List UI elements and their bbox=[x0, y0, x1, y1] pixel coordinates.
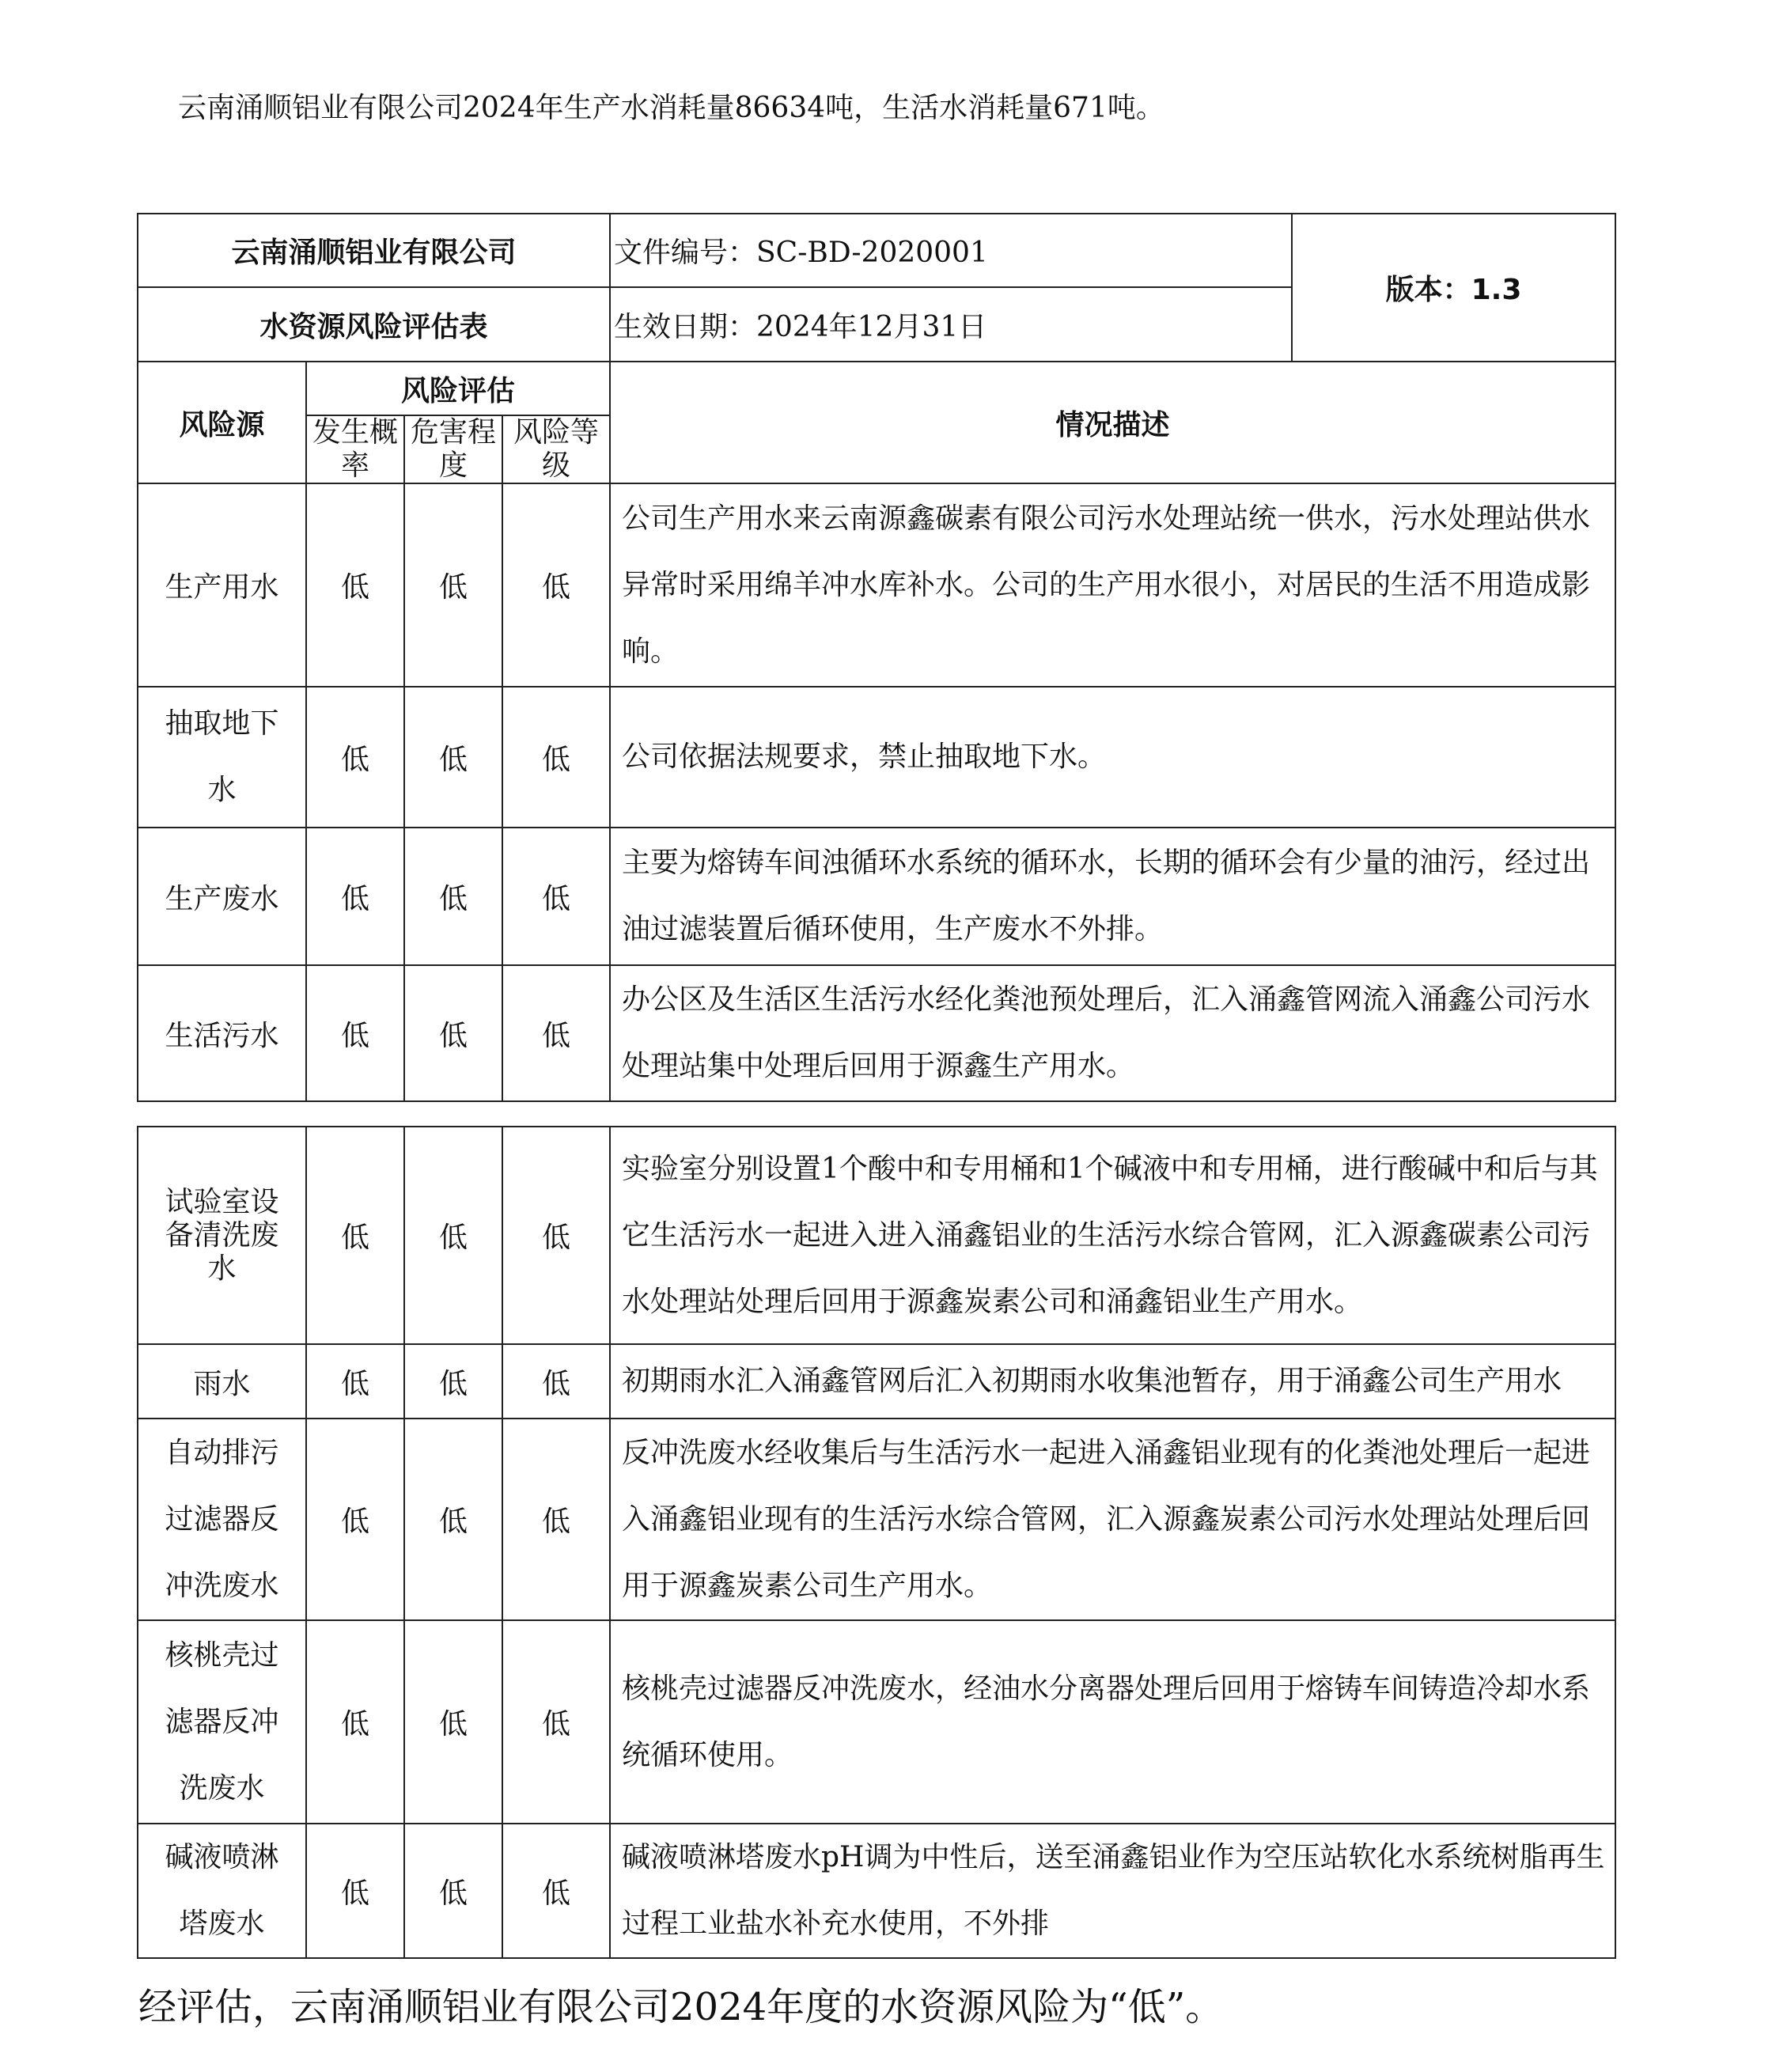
description: 主要为熔铸车间浊循环水系统的循环水，长期的循环会有少量的油污，经过出油过滤装置后循环使用，生产废水不外排。 bbox=[610, 828, 1615, 965]
description: 公司生产用水来云南源鑫碳素有限公司污水处理站统一供水，污水处理站供水异常时采用绵羊冲水库补水。公司的生产用水很小，对居民的生活不用造成影响。 bbox=[610, 483, 1615, 687]
risk-level: 低 bbox=[502, 687, 610, 828]
table-row bbox=[138, 1127, 1615, 1344]
probability: 低 bbox=[306, 1127, 404, 1344]
severity: 低 bbox=[404, 965, 502, 1101]
severity: 低 bbox=[404, 1419, 502, 1620]
risk-level: 低 bbox=[502, 965, 610, 1101]
risk-level: 低 bbox=[502, 1344, 610, 1419]
form-title: 水资源风险评估表 bbox=[138, 287, 610, 362]
col-level: 风险等级 bbox=[502, 415, 610, 483]
risk-table-part-1 bbox=[137, 213, 1616, 1102]
description: 反冲洗废水经收集后与生活污水一起进入涌鑫铝业现有的化粪池处理后一起进入涌鑫铝业现有的生活污水综合管网，汇入源鑫炭素公司污水处理站处理后回用于源鑫炭素公司生产用水。 bbox=[610, 1419, 1615, 1620]
risk-table-part-2 bbox=[137, 1126, 1616, 1959]
risk-source: 雨水 bbox=[138, 1344, 306, 1419]
intro-text: 云南涌顺铝业有限公司2024年生产水消耗量86634吨，生活水消耗量671吨。 bbox=[178, 92, 1164, 124]
severity: 低 bbox=[404, 687, 502, 828]
description: 核桃壳过滤器反冲洗废水，经油水分离器处理后回用于熔铸车间铸造冷却水系统循环使用。 bbox=[610, 1620, 1615, 1824]
col-assessment: 风险评估 bbox=[306, 362, 610, 415]
risk-source: 生产废水 bbox=[138, 828, 306, 965]
description: 碱液喷淋塔废水pH调为中性后，送至涌鑫铝业作为空压站软化水系统树脂再生过程工业盐水补充水使用，不外排 bbox=[610, 1824, 1615, 1958]
description: 办公区及生活区生活污水经化粪池预处理后，汇入涌鑫管网流入涌鑫公司污水处理站集中处理后回用于源鑫生产用水。 bbox=[610, 965, 1615, 1101]
col-source: 风险源 bbox=[138, 362, 306, 483]
probability: 低 bbox=[306, 1344, 404, 1419]
severity: 低 bbox=[404, 1127, 502, 1344]
severity: 低 bbox=[404, 1824, 502, 1958]
risk-source: 碱液喷淋塔废水 bbox=[138, 1824, 306, 1958]
effective-date: 生效日期：2024年12月31日 bbox=[610, 287, 1292, 362]
description: 实验室分别设置1个酸中和专用桶和1个碱液中和专用桶，进行酸碱中和后与其它生活污水一起进入进入涌鑫铝业的生活污水综合管网，汇入源鑫碳素公司污水处理站处理后回用于源鑫炭素公司和涌鑫铝业生产用水。 bbox=[610, 1127, 1615, 1344]
severity: 低 bbox=[404, 1344, 502, 1419]
table-row bbox=[138, 483, 1615, 687]
version: 版本：1.3 bbox=[1292, 214, 1615, 362]
risk-source: 试验室设备清洗废水 bbox=[138, 1127, 306, 1344]
probability: 低 bbox=[306, 687, 404, 828]
probability: 低 bbox=[306, 1824, 404, 1958]
risk-source: 生产用水 bbox=[138, 483, 306, 687]
col-description: 情况描述 bbox=[610, 362, 1615, 483]
table-row bbox=[138, 1824, 1615, 1958]
risk-level: 低 bbox=[502, 1620, 610, 1824]
risk-level: 低 bbox=[502, 1419, 610, 1620]
probability: 低 bbox=[306, 483, 404, 687]
conclusion-text: 经评估，云南涌顺铝业有限公司2024年度的水资源风险为“低”。 bbox=[138, 1985, 1224, 2029]
risk-level: 低 bbox=[502, 828, 610, 965]
col-probability: 发生概率 bbox=[306, 415, 404, 483]
table-row bbox=[138, 828, 1615, 965]
risk-level: 低 bbox=[502, 1824, 610, 1958]
company-name: 云南涌顺铝业有限公司 bbox=[138, 214, 610, 287]
severity: 低 bbox=[404, 483, 502, 687]
severity: 低 bbox=[404, 828, 502, 965]
risk-source: 抽取地下水 bbox=[138, 687, 306, 828]
table-row bbox=[138, 687, 1615, 828]
description: 公司依据法规要求，禁止抽取地下水。 bbox=[610, 687, 1615, 828]
description: 初期雨水汇入涌鑫管网后汇入初期雨水收集池暂存，用于涌鑫公司生产用水 bbox=[610, 1344, 1615, 1419]
probability: 低 bbox=[306, 1419, 404, 1620]
risk-level: 低 bbox=[502, 1127, 610, 1344]
col-severity: 危害程度 bbox=[404, 415, 502, 483]
risk-source: 核桃壳过滤器反冲洗废水 bbox=[138, 1620, 306, 1824]
table-row bbox=[138, 1419, 1615, 1620]
risk-source: 自动排污过滤器反冲洗废水 bbox=[138, 1419, 306, 1620]
probability: 低 bbox=[306, 1620, 404, 1824]
probability: 低 bbox=[306, 828, 404, 965]
risk-level: 低 bbox=[502, 483, 610, 687]
table-row bbox=[138, 1344, 1615, 1419]
table-row bbox=[138, 1620, 1615, 1824]
risk-source: 生活污水 bbox=[138, 965, 306, 1101]
table-row bbox=[138, 965, 1615, 1101]
doc-number: 文件编号：SC-BD-2020001 bbox=[610, 214, 1292, 287]
probability: 低 bbox=[306, 965, 404, 1101]
severity: 低 bbox=[404, 1620, 502, 1824]
